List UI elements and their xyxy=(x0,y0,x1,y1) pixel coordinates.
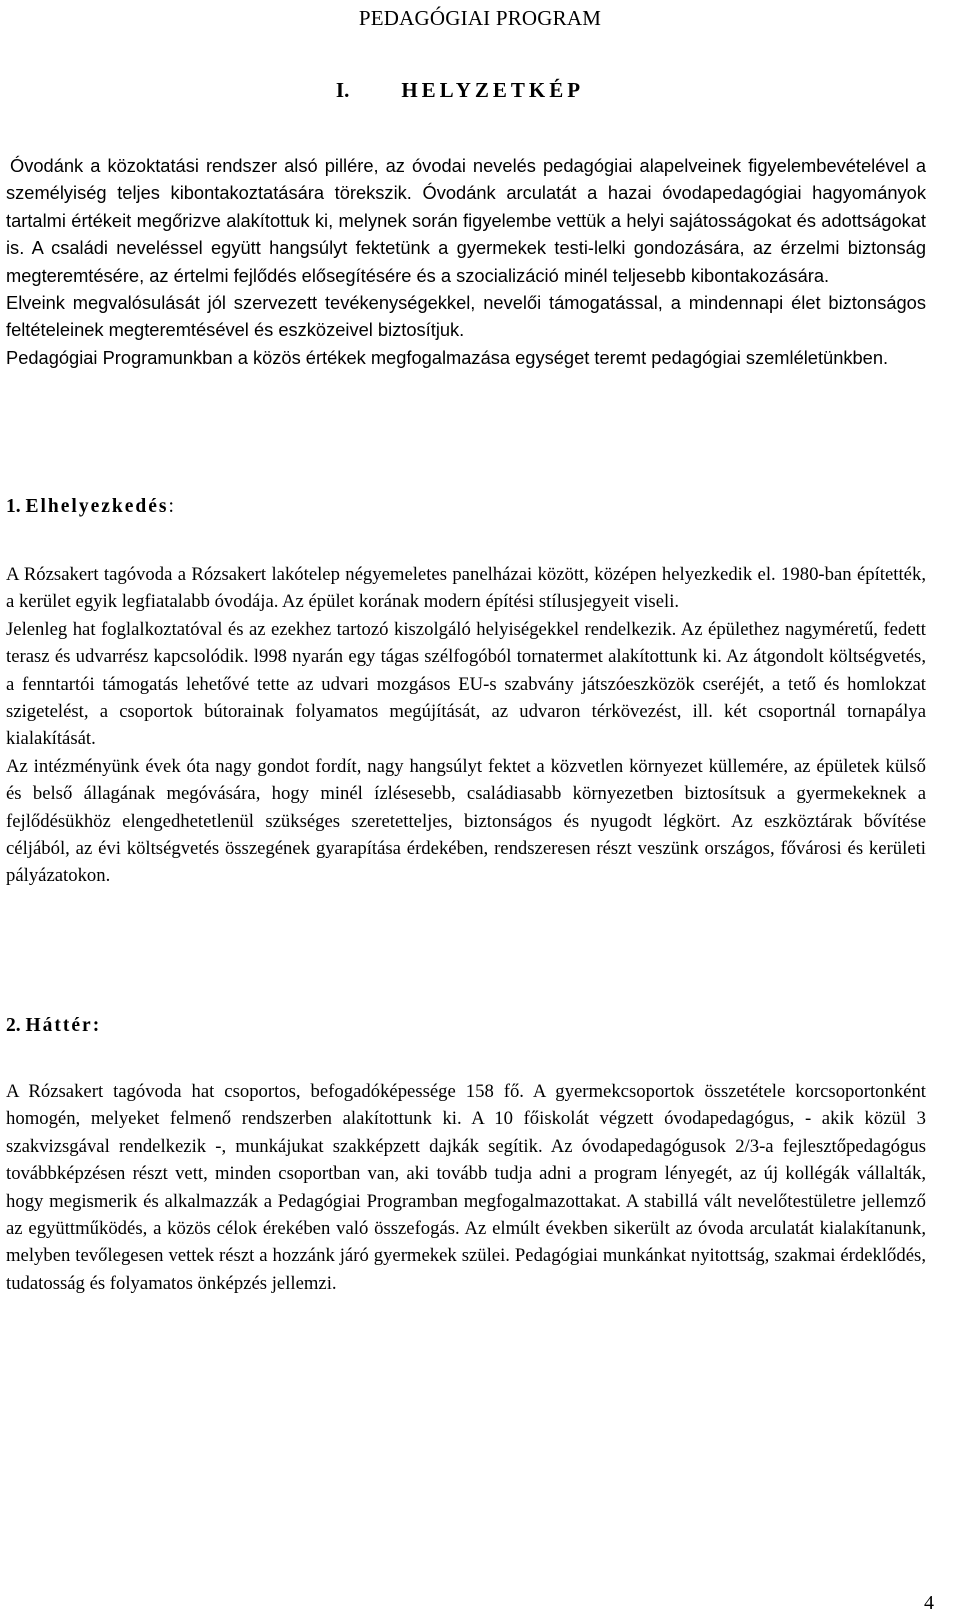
section-title: Elhelyezkedés xyxy=(25,496,169,517)
chapter-heading xyxy=(0,76,960,104)
location-section xyxy=(6,561,926,890)
section-number: 2. xyxy=(6,1015,21,1036)
background-section xyxy=(6,1078,926,1297)
section-heading-location xyxy=(6,493,174,521)
location-paragraph: Jelenleg hat foglalkoztatóval és az ezekhez tartozó kiszolgáló helyiségekkel rendelkezik. Az épülethez nagyméretű, fedett terasz és udvarrész kapcsolódik. l998 nyarán egy tágas szélfogóból tornatermet alakítottunk ki. Az átgondolt költségvetés, a fenntartói támogatás lehetővé tette az udvari mozgásos EU-s szabvány játszóeszközök cseréjét, a tető és homlokzat szigetelést, a csoportok bútorainak folyamatos megújítását, az udvaron térkövezést, ill. két csoportnál tornapálya kialakítását. xyxy=(6,618,926,750)
location-paragraph: Az intézményünk évek óta nagy gondot fordít, nagy hangsúlyt fektet a közvetlen környezet küllemére, az épületek külső és belső állagának megóvására, hogy minél ízlésesebb, családiasabb környezetben biztosítsuk a gyermekeknek a fejlődésükhöz elengedhetetlenül szükséges szeretetteljes, biztonságos és nyugodt légkört. Az eszköztárak bővítése céljából, az évi költségvetés összegének gyarapítása érdekében, rendszeresen részt veszünk országos, fővárosi és kerületi pályázatokon. xyxy=(6,755,926,887)
intro-paragraph: Pedagógiai Programunkban a közös értékek megfogalmazása egységet teremt pedagógiai szemléletünkben. xyxy=(6,346,889,368)
page-number: 4 xyxy=(924,1592,934,1614)
intro-paragraph: Óvodánk a közoktatási rendszer alsó pillére, az óvodai nevelés pedagógiai alapelveinek figyelembevételével a személyiség teljes kibontakoztatására törekszik. Óvodánk arculatát a hazai óvodapedagógiai hagyományok tartalmi értékeit megőrizve alakítottuk ki, melynek során figyelembe vettük a helyi sajátosságokat és adottságokat is. A családi neveléssel együtt hangsúlyt fektetünk a gyermekek testi-lelki gondozására, az érzelmi biztonság megteremtésére, az értelmi fejlődés elősegítésére és a szocializáció minél teljesebb kibontakozására. xyxy=(6,155,926,286)
chapter-number: I. xyxy=(335,78,350,102)
chapter-title: HELYZETKÉP xyxy=(401,78,585,102)
intro-paragraph: Elveink megvalósulását jól szervezett tevékenységekkel, nevelői támogatással, a mindennapi élet biztonságos feltételeinek megteremtésével és eszközeivel biztosítjuk. xyxy=(6,292,926,341)
running-header: PEDAGÓGIAI PROGRAM xyxy=(358,6,602,30)
intro-section xyxy=(6,152,926,371)
section-title: Háttér: xyxy=(25,1015,102,1036)
background-paragraph: A Rózsakert tagóvoda hat csoportos, befogadóképessége 158 fő. A gyermekcsoportok összetétele korcsoportonként homogén, melyeket felmenő rendszerben alakítottunk ki. A 10 főiskolát végzett óvodapedagógus, - akik közül 3 szakvizsgával rendelkezik -, munkájukat szakképzett dajkák segítik. Az óvodapedagógusok 2/3-a fejlesztőpedagógus továbbképzésen részt vett, minden csoportban van, aki tovább tudja adni a program lényegét, az új kollégák vállalták, hogy megismerik és alkalmazzák a Pedagógiai Programban megfogalmazottakat. A stabillá vált nevelőtestületre jellemző az együttműködés, a közös célok érekében való összefogás. Az elmúlt években sikerült az óvoda arculatát kialakítanunk, melyben tevőlegesen vettek részt a hozzánk járó gyermekek szülei. Pedagógiai munkánkat nyitottság, szakmai érdeklődés, tudatosság és folyamatos önképzés jellemzi. xyxy=(6,1081,926,1294)
section-heading-background xyxy=(6,1012,101,1040)
section-number: 1. xyxy=(6,496,21,517)
section-title-suffix: : xyxy=(168,496,174,517)
location-paragraph: A Rózsakert tagóvoda a Rózsakert lakótelep négyemeletes panelházai között, középen helyezkedik el. 1980-ban építették, a kerület egyik legfiatalabb óvodája. Az épület korának modern építési stílusjegyeit viseli. xyxy=(6,564,926,613)
